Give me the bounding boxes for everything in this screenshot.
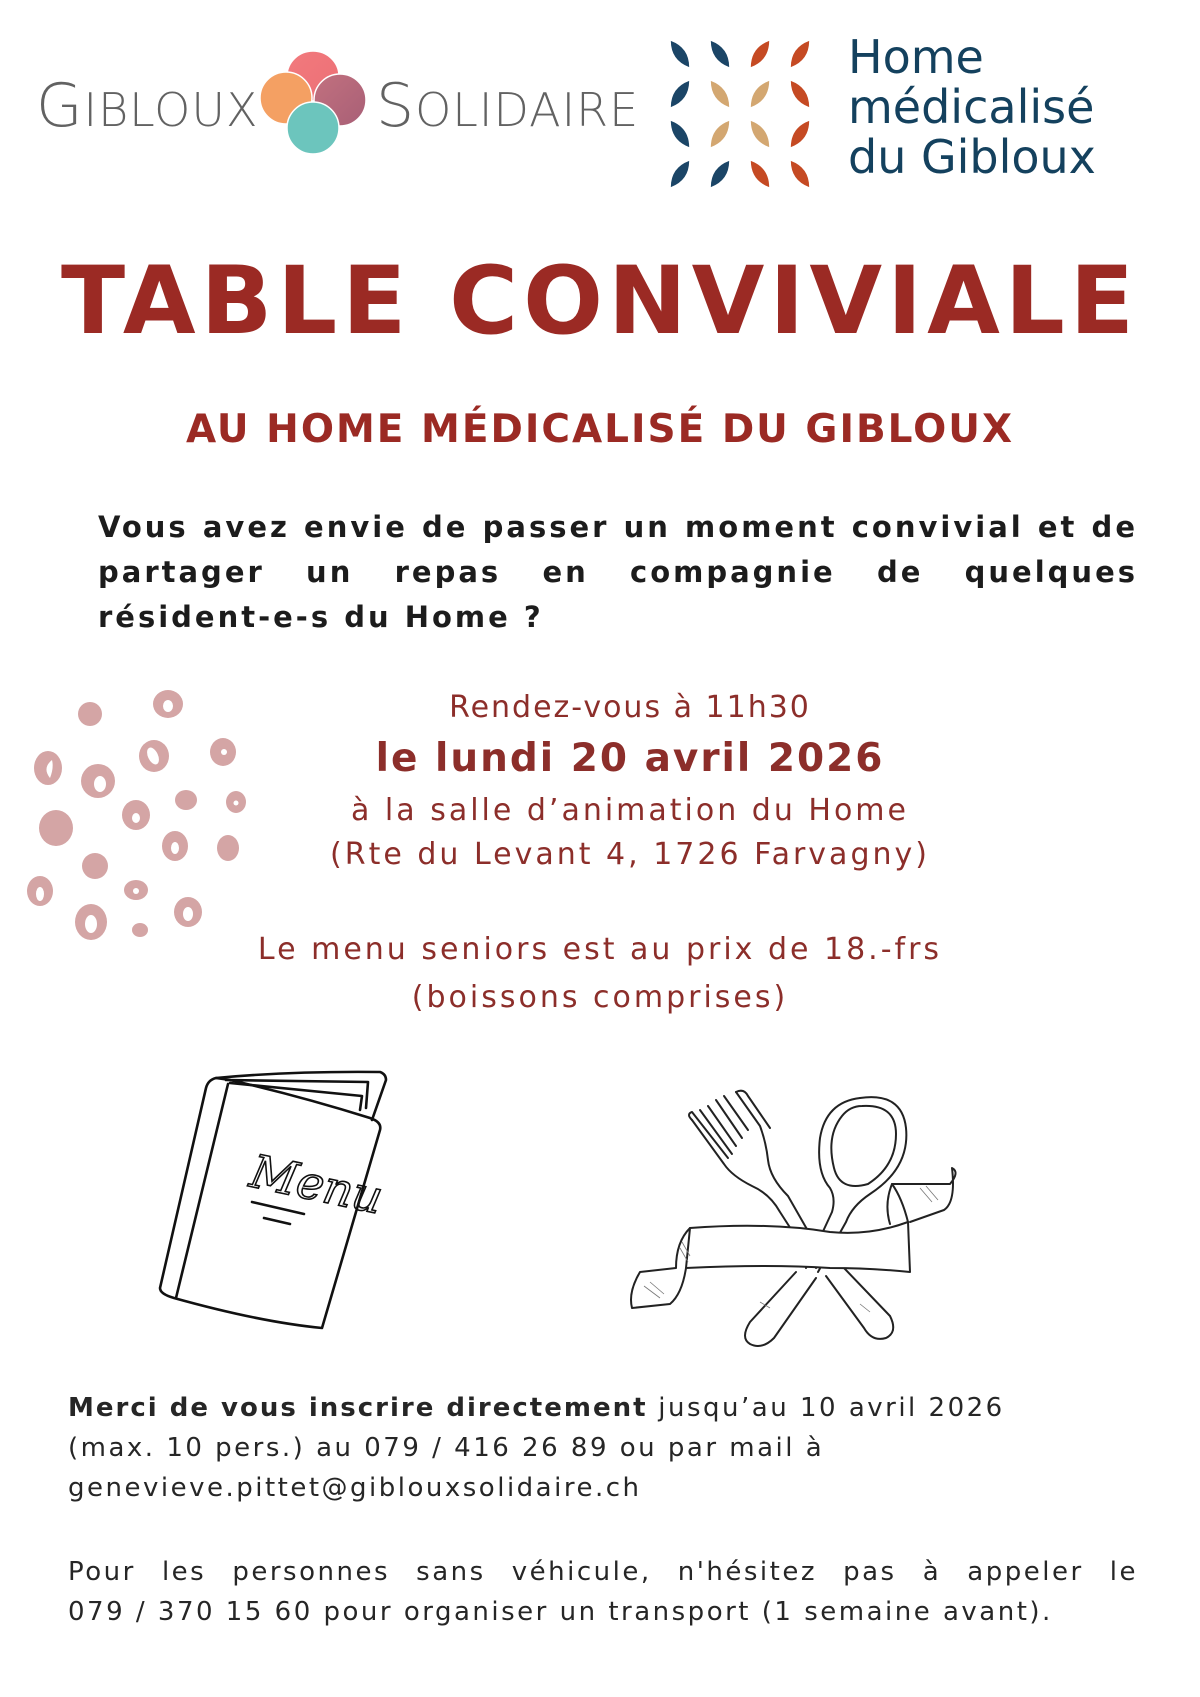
- registration-phone: (max. 10 pers.) au 079 / 416 26 89 ou par mail à: [68, 1433, 825, 1463]
- registration-line-1: [68, 1388, 1138, 1428]
- logo-leaf: [746, 158, 773, 191]
- logo-leaf: [666, 118, 693, 151]
- logo-line-medicalise: médicalisé: [848, 80, 1095, 134]
- intro-paragraph: Vous avez envie de passer un moment convivial et de partager un repas en compagnie de quelques résident-e-s du Home ?: [98, 510, 1138, 634]
- logo-leaf: [666, 158, 693, 191]
- page-title: TABLE CONVIVIALE: [61, 247, 1139, 356]
- transport-line-2: 079 / 370 15 60 pour organiser un transport (1 semaine avant).: [68, 1597, 1053, 1627]
- price-info: Le menu seniors est au prix de 18.-frs: [257, 932, 943, 967]
- logo-leaf: [706, 78, 733, 111]
- logo-leaf: [746, 78, 773, 111]
- logo-leaf: [666, 38, 693, 71]
- logo-word-solidaire: [376, 71, 640, 141]
- logo-leaf: [746, 38, 773, 71]
- flower-logo-icon: [258, 48, 368, 158]
- home-medicalise-logo: [660, 30, 1180, 200]
- logo-initial-s: S: [376, 71, 416, 141]
- registration-email[interactable]: genevieve.pittet@giblouxsolidaire.ch: [68, 1473, 642, 1503]
- logo-leaf: [706, 38, 733, 71]
- transport-info: [68, 1552, 1138, 1632]
- menu-book-label: Menu: [245, 1143, 388, 1225]
- dot: [132, 923, 148, 937]
- event-place: à la salle d’animation du Home: [351, 793, 909, 828]
- transport-line-1: Pour les personnes sans véhicule, n'hésitez pas à appeler le: [68, 1557, 1138, 1587]
- logo-leaf: [786, 158, 813, 191]
- gibloux-solidaire-logo: [36, 48, 640, 168]
- registration-deadline: jusqu’au 10 avril 2026: [647, 1393, 1005, 1423]
- logo-leaf: [786, 118, 813, 151]
- fork-spoon-ribbon-icon: [620, 1072, 970, 1352]
- logo-word-gibloux: [36, 71, 259, 141]
- logo-initial-g: G: [36, 71, 84, 141]
- dot: [78, 702, 102, 726]
- event-address: (Rte du Levant 4, 1726 Farvagny): [330, 837, 930, 872]
- logo-leaf: [746, 118, 773, 151]
- event-date: le lundi 20 avril 2026: [375, 736, 885, 781]
- dot: [82, 853, 108, 879]
- leaf-pattern-icon: [660, 34, 820, 194]
- registration-bold: Merci de vous inscrire directement: [68, 1393, 648, 1423]
- logo-leaf: [706, 118, 733, 151]
- dot: [39, 810, 73, 846]
- price-note: (boissons comprises): [411, 980, 789, 1015]
- menu-book-icon: [140, 1066, 410, 1346]
- logo-line-gibloux: du Gibloux: [848, 130, 1096, 184]
- logo-line-home: Home: [848, 30, 984, 84]
- logo-rest-gibloux: IBLOUX: [83, 83, 259, 137]
- decorative-dots-icon: [18, 686, 258, 946]
- logo-rest-solidaire: OLIDAIRE: [415, 83, 640, 137]
- logo-leaf: [786, 78, 813, 111]
- page-subtitle: AU HOME MÉDICALISÉ DU GIBLOUX: [185, 407, 1015, 452]
- registration-info: [68, 1388, 1138, 1508]
- logo-leaf: [706, 158, 733, 191]
- logo-leaf: [786, 38, 813, 71]
- dot: [175, 790, 197, 810]
- rendezvous-time: Rendez-vous à 11h30: [449, 690, 811, 725]
- logo-leaf: [666, 78, 693, 111]
- flower-petal-teal: [287, 102, 339, 154]
